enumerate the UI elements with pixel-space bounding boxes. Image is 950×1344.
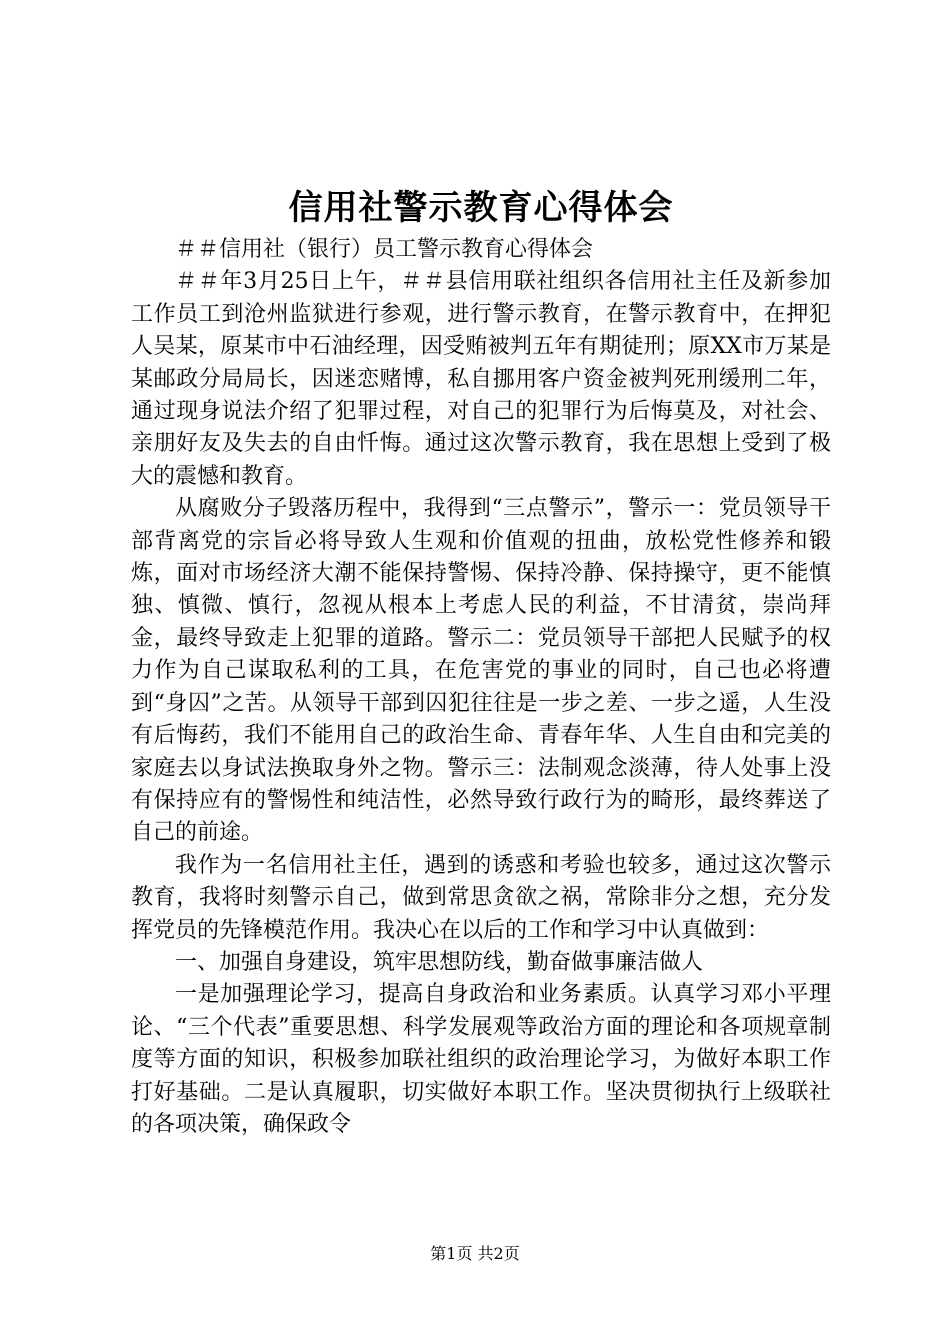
section-heading-one: 一、加强自身建设，筑牢思想防线，勤奋做事廉洁做人 <box>175 949 704 975</box>
paragraph-study: 一是加强理论学习，提高自身政治和业务素质。认真学习邓小平理论、“三个代表”重要思想、科学发展观等政治方面的理论和各项规章制度等方面的知识，积极参加联社组织的政治理论学习，为做好本职工作打好基础。二是认真履职，切实做好本职工作。坚决贯彻执行上级联社的各项决策，确保政令 <box>131 982 831 1137</box>
document-body <box>131 234 831 1141</box>
paragraph-three-warnings: 从腐败分子毁落历程中，我得到“三点警示”，警示一：党员领导干部背离党的宗旨必将导致人生观和价值观的扭曲，放松党性修养和锻炼，面对市场经济大潮不能保持警惕、保持冷静、保持操守，更不能慎独、慎微、慎行，忽视从根本上考虑人民的利益，不甘清贫，崇尚拜金，最终导致走上犯罪的道路。警示二：党员领导干部把人民赋予的权力作为自己谋取私利的工具，在危害党的事业的同时，自己也必将遭到“身囚”之苦。从领导干部到囚犯往往是一步之差、一步之遥，人生没有后悔药，我们不能用自己的政治生命、青春年华、人生自由和完美的家庭去以身试法换取身外之物。警示三：法制观念淡薄，待人处事上没有保持应有的警惕性和纯洁性，必然导致行政行为的畸形，最终葬送了自己的前途。 <box>131 496 831 846</box>
document-title: 信用社警示教育心得体会 <box>288 188 674 228</box>
document-page <box>131 0 831 1344</box>
paragraph-resolution: 我作为一名信用社主任，遇到的诱惑和考验也较多，通过这次警示教育，我将时刻警示自己，做到常思贪欲之祸，常除非分之想，充分发挥党员的先锋模范作用。我决心在以后的工作和学习中认真做到： <box>131 852 831 943</box>
paragraph-intro: ＃＃年3月25日上午，＃＃县信用联社组织各信用社主任及新参加工作员工到沧州监狱进行参观，进行警示教育，在警示教育中，在押犯人吴某，原某市中石油经理，因受贿被判五年有期徒刑；原XX市万某是某邮政分局局长，因迷恋赌博，私自挪用客户资金被判死刑缓刑二年，通过现身说法介绍了犯罪过程，对自己的犯罪行为后悔莫及，对社会、亲朋好友及失去的自由忏悔。通过这次警示教育，我在思想上受到了极大的震憾和教育。 <box>131 269 831 489</box>
paragraph-subtitle: ＃＃信用社（银行）员工警示教育心得体会 <box>175 237 594 262</box>
page-number-footer: 第1页 共2页 <box>430 1244 520 1263</box>
